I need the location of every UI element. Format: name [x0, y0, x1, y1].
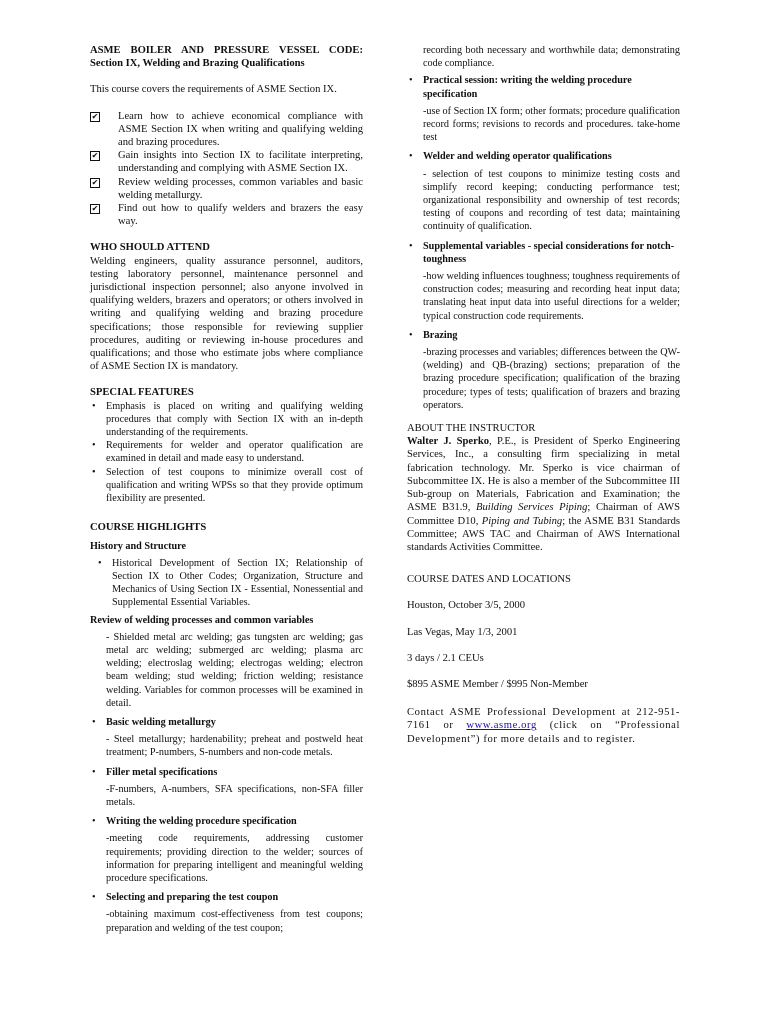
- highlight-item: [90, 766, 363, 810]
- highlight-item-text: -how welding influences toughness; toughness requirements of construction codes; measuring and recording heat input data; translating heat input data into useful directions for a welder; typical construction code requirements.: [423, 271, 680, 322]
- highlight-item-text: -obtaining maximum cost-effectiveness from test coupons; preparation and welding of the test coupon;: [106, 909, 363, 934]
- highlight-item-heading: • Welder and welding operator qualifications: [407, 150, 680, 163]
- highlight-item: [90, 891, 363, 935]
- highlight-item-heading: • Writing the welding procedure specification: [90, 815, 363, 828]
- highlight-item: [407, 74, 680, 144]
- highlight-item-text: -use of Section IX form; other formats; procedure qualification record forms; revisions to records and procedures. take-home test: [423, 105, 680, 144]
- contact-info: Contact ASME Professional Development at 212-951-7161 or www.asme.org (click on “Professional Development”) for more details and to register.: [407, 707, 680, 745]
- who-should-attend-text: Welding engineers, quality assurance personnel, auditors, testing laboratory personnel, maintenance personnel and jurisdictional inspection personnel; also anyone involved in qualifying welders, brazers and operators; or others involved in writing and qualifying welding and brazing procedure specifications; those responsible for reviewing supplier procedures, auditing or reviewing in-house procedures and qualifications; and those who estimate jobs where compliance of ASME Section IX is mandatory.: [90, 255, 363, 373]
- highlight-item-heading: • Supplemental variables - special considerations for notch-toughness: [407, 240, 680, 266]
- checked-box-icon: ✔: [91, 151, 99, 161]
- highlight-item-heading: • Selecting and preparing the test coupon: [90, 891, 363, 904]
- special-feature-item: • Requirements for welder and operator qualification are examined in detail and made easy to understand.: [90, 439, 363, 465]
- special-features-heading: SPECIAL FEATURES: [90, 387, 194, 399]
- special-feature-item: • Selection of test coupons to minimize overall cost of qualification and writing WPSs so that they provide optimum flexibility are presented.: [90, 466, 363, 506]
- highlight-item: [90, 815, 363, 885]
- course-title: [90, 44, 363, 70]
- asme-website-link[interactable]: www.asme.org: [466, 720, 537, 732]
- highlight-item-text: - selection of test coupons to minimize testing costs and simplify record keeping; conducting performance test; organizational responsibility and ownership of test records; testing of coupons and recording of test data; maintaining continuity of qualification.: [423, 168, 680, 233]
- history-list: [90, 557, 363, 610]
- course-highlights-heading: COURSE HIGHLIGHTS: [90, 522, 207, 534]
- history-item: • Historical Development of Section IX; Relationship of Section IX to Other Codes; Organization, Structure and Mechanics of Using Section IX - Essential, Nonessential and Supplemental Essential Variables.: [90, 557, 363, 610]
- review-processes-heading: Review of welding processes and common variables: [90, 614, 314, 626]
- highlight-item-text: -F-numbers, A-numbers, SFA specifications, non-SFA filler metals.: [106, 783, 363, 808]
- instructor-bio: Walter J. Sperko, P.E., is President of Sperko Engineering Services, Inc., a consulting firm specializing in metal fabrication technology. Mr. Sperko is vice chairman of Subcommittee IX. He is also a member of the Subcommittee III Sub-group on Materials, Fabrication and Examination; the ASME B31.9, Building Services Piping; Chairman of AWS Committee D10, Piping and Tubing; the ASME B31 Standards Committee; AWS TAC and Chairman of AWS International standards Activities Committee.: [407, 436, 681, 553]
- objectives-list: [90, 110, 363, 229]
- highlight-item-text: -meeting code requirements, addressing customer requirements; providing direction to the welder; sources of information for preparing intelligent and meaningful welding procedure specifications.: [106, 833, 363, 884]
- highlight-item-text: - Steel metallurgy; hardenability; preheat and postweld heat treatment; P-numbers, S-numbers and non-code metals.: [106, 734, 363, 759]
- history-heading: History and Structure: [90, 540, 187, 552]
- checked-box-icon: ✔: [91, 111, 99, 121]
- review-processes-text: - Shielded metal arc welding; gas tungsten arc welding; gas metal arc welding; submerged arc welding; plasma arc welding; electroslag welding; electrogas welding; electron beam welding; stud welding; friction welding; resistance welding. Variables for common processes will be examined in detail.: [106, 631, 363, 709]
- course-date-las-vegas: Las Vegas, May 1/3, 2001: [407, 626, 518, 638]
- instructor-name: Walter J. Sperko: [407, 436, 490, 448]
- left-column: [90, 44, 363, 935]
- course-intro: This course covers the requirements of ASME Section IX.: [90, 84, 337, 96]
- objective-item: ✔ Gain insights into Section IX to facilitate interpreting, understanding and complying with ASME Section IX.: [91, 150, 363, 175]
- who-should-attend-heading: WHO SHOULD ATTEND: [90, 242, 210, 254]
- objective-item: ✔ Find out how to qualify welders and brazers the easy way.: [91, 203, 363, 228]
- right-column: [407, 44, 680, 746]
- special-features-list: [90, 400, 363, 506]
- highlight-item: [407, 240, 680, 323]
- highlight-item-heading: • Basic welding metallurgy: [90, 716, 363, 729]
- highlight-item: [407, 329, 680, 412]
- objective-item: ✔ Learn how to achieve economical compliance with ASME Section IX when writing and qualifying welding and brazing procedures.: [91, 110, 363, 149]
- highlight-item-heading: • Brazing: [407, 329, 680, 342]
- course-price: $895 ASME Member / $995 Non-Member: [407, 678, 588, 690]
- course-dates-heading: COURSE DATES AND LOCATIONS: [407, 574, 571, 586]
- objective-item: ✔ Review welding processes, common variables and basic welding metallurgy.: [91, 176, 363, 201]
- highlight-item-heading: • Practical session: writing the welding procedure specification: [407, 74, 680, 100]
- checked-box-icon: ✔: [91, 177, 99, 187]
- course-date-houston: Houston, October 3/5, 2000: [407, 600, 525, 612]
- highlight-item-heading: • Filler metal specifications: [90, 766, 363, 779]
- highlight-item-text: -brazing processes and variables; differences between the QW-(welding) and QB-(brazing) sections; preparation of the brazing procedure specification; qualification of the brazing procedure; types of tests; qualification of brazers and brazing operators.: [423, 347, 680, 411]
- course-title-line2: Section IX, Welding and Brazing Qualifications: [90, 58, 305, 70]
- continued-text: recording both necessary and worthwhile data; demonstrating code compliance.: [423, 45, 680, 70]
- checked-box-icon: ✔: [91, 204, 99, 214]
- instructor-heading: ABOUT THE INSTRUCTOR: [407, 423, 536, 435]
- special-feature-item: • Emphasis is placed on writing and qualifying welding procedures that comply with Section IX with an in-depth understanding of the requirements.: [90, 400, 363, 440]
- course-duration: 3 days / 2.1 CEUs: [407, 652, 484, 664]
- course-title-line1: ASME BOILER AND PRESSURE VESSEL CODE:: [90, 45, 363, 56]
- highlight-item: [90, 716, 363, 760]
- highlight-item: [407, 150, 680, 233]
